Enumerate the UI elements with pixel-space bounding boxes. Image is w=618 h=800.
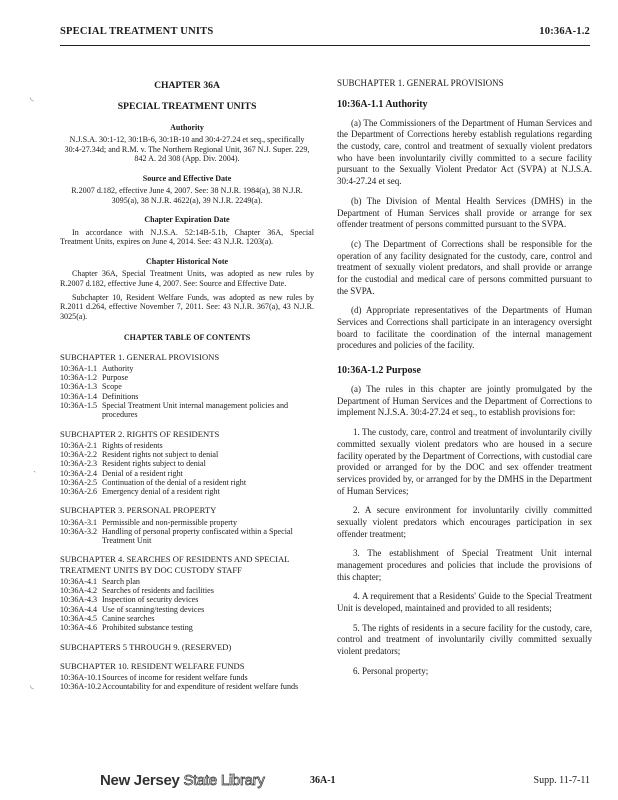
toc-section-title: Accountability for and expenditure of resident welfare funds [102,682,299,692]
toc-section-number: 10:36A-2.4 [60,468,98,478]
toc-entry [60,595,314,604]
running-header [60,26,590,40]
toc-section-title: Resident rights subject to denial [102,459,206,469]
history-paragraph: Subchapter 10, Resident Welfare Funds, was adopted as new rules by R.2011 d.264, effective November 7, 2011. See: 43 N.J.R. 367(a), 43 N.J.R. 3025(a). [60,292,314,321]
section-heading: 10:36A-1.2 Purpose [337,365,421,377]
toc-section-number: 10:36A-4.1 [60,576,98,586]
section-heading: 10:36A-1.1 Authority [337,98,428,110]
scan-mark: ◟ [30,680,34,691]
toc-section-number: 10:36A-3.2 [60,526,98,536]
scan-mark: ◟ [30,92,34,103]
toc-subchapter: SUBCHAPTERS 5 THROUGH 9. (RESERVED) [60,641,232,652]
right-column [337,78,592,686]
toc-section-title: Emergency denial of a resident right [102,487,220,497]
authority-heading: Authority [170,122,204,132]
list-paragraph: 5. The rights of residents in a secure facility for the custody, care, control and treatment of involuntarily civilly committed sexually violent predators; [337,622,592,657]
toc-section-title: Denial of a resident right [102,468,183,478]
toc-section-title: Definitions [102,391,139,401]
expiration-heading: Chapter Expiration Date [144,215,230,225]
toc-section-number: 10:36A-4.3 [60,595,98,605]
library-name-a: New Jersey [100,772,180,789]
left-column [60,78,314,691]
toc-section-number: 10:36A-4.4 [60,604,98,614]
toc-section-number: 10:36A-1.3 [60,382,98,392]
toc-section-title: Resident rights not subject to denial [102,449,219,459]
toc-entry [60,364,314,373]
toc-subchapter: SUBCHAPTER 4. SEARCHES OF RESIDENTS AND SPECIAL TREATMENT UNITS BY DOC CUSTODY STAFF [60,554,290,575]
history-heading: Chapter Historical Note [145,257,229,266]
toc-section-title: Special Treatment Unit internal management policies and procedures [102,400,289,420]
source-text: R.2007 d.182, effective June 4, 2007. See: 38 N.J.R. 1984(a), 38 N.J.R. 3095(a), 38 N.J.R. 4622(a), 39 N.J.R. 2249(a). [71,186,303,205]
toc-entry [60,469,314,478]
header-section: 10:36A-1.2 [539,26,590,37]
list-paragraph: 4. A requirement that a Residents' Guide to the Special Treatment Unit is developed, maintained and provided to all residents; [337,591,592,614]
source-heading: Source and Effective Date [142,173,232,183]
paragraph: (d) Appropriate representatives of the Departments of Human Services and Corrections shall participate in an interagency oversight board to facilitate the coordination of the internal management procedures and policies of the facility. [337,305,592,351]
list-paragraph: 2. A secure environment for involuntarily civilly committed sexually violent predators which encourages participation in sex offender treatment; [337,505,592,539]
toc-entry [60,605,314,614]
toc-section-number: 10:36A-1.1 [60,363,98,373]
toc-section-title: Authority [102,363,134,373]
toc-section-number: 10:36A-2.3 [60,459,98,469]
toc-section-title: Sources of income for resident welfare funds [102,672,248,682]
toc-heading: CHAPTER TABLE OF CONTENTS [123,333,251,343]
header-rule [60,45,590,46]
library-watermark [100,772,265,789]
toc-section-title: Search plan [102,576,140,586]
toc-section-number: 10:36A-2.1 [60,440,98,450]
expiration-text: In accordance with N.J.S.A. 52:14B-5.1b, Chapter 36A, Special Treatment Units, expires on June 4, 2014. See: 43 N.J.R. 1203(a). [60,227,314,247]
toc-section-number: 10:36A-3.1 [60,517,98,527]
toc-section-title: Inspection of security devices [102,595,199,605]
toc-entry [60,586,314,595]
toc-list [60,673,314,692]
toc-list [60,577,314,633]
toc-section-number: 10:36A-1.2 [60,373,98,383]
toc-subchapter: SUBCHAPTER 2. RIGHTS OF RESIDENTS [60,428,220,439]
paragraph: (c) The Department of Corrections shall be responsible for the operation of any facility designated for the custody, care, control and treatment of sexually violent predators, and shall provide or arrange for the custodial and medical care of persons committed pursuant to the SVPA. [337,238,592,296]
toc-section-title: Permissible and non-permissible property [102,517,238,527]
chapter-number: CHAPTER 36A [154,80,220,91]
supplement-date: Supp. 11-7-11 [533,775,590,786]
toc-section-number: 10:36A-10.1 [60,672,102,682]
toc-entry [60,459,314,468]
toc-entry [60,682,314,691]
toc-section-number: 10:36A-2.6 [60,487,98,497]
toc-section-number: 10:36A-4.6 [60,623,98,633]
toc-entry [60,623,314,632]
toc-section-title: Continuation of the denial of a resident right [102,477,247,487]
page-footer [0,772,618,794]
toc-subchapter: SUBCHAPTER 10. RESIDENT WELFARE FUNDS [60,660,245,671]
toc-list [60,441,314,497]
paragraph: (b) The Division of Mental Health Services (DMHS) in the Department of Human Services shall provide or arrange for sex offender treatment of persons committed pursuant to the SVPA. [337,195,592,230]
toc-section-title: Searches of residents and facilities [102,586,214,596]
toc-entry [60,392,314,401]
toc-subchapter: SUBCHAPTER 1. GENERAL PROVISIONS [60,351,220,362]
toc-section-title: Use of scanning/testing devices [102,604,205,614]
toc-entry [60,450,314,459]
history-paragraph: Chapter 36A, Special Treatment Units, was adopted as new rules by R.2007 d.182, effective June 4, 2007. See: Source and Effective Date. [60,269,314,288]
toc-entry [60,382,314,391]
toc-list [60,518,314,546]
toc-entry [60,518,314,527]
paragraph: (a) The rules in this chapter are jointly promulgated by the Department of Human Services and the Department of Corrections to implement N.J.S.A. 30:4-27.24 et seq., to establish provisions for: [337,384,592,418]
toc-entry [60,527,314,546]
list-paragraph: 6. Personal property; [353,665,429,676]
toc-entry [60,373,314,382]
toc-section-number: 10:36A-1.4 [60,391,98,401]
toc-section-title: Rights of residents [102,440,163,450]
toc-section-title: Canine searches [102,613,155,623]
toc-entry [60,401,314,420]
toc-section-number: 10:36A-2.2 [60,449,98,459]
list-paragraph: 1. The custody, care, control and treatment of involuntarily civilly committed sexually violent predators who are housed in a secure facility operated by the Department of Corrections, with custodial care provided or arranged for by the DOC and sex offender treatment services provided by, or arranged for by the DMHS in the Department of Human Services; [337,427,592,496]
list-paragraph: 3. The establishment of Special Treatment Unit internal management procedures and policies that include the provisions of this chapter; [337,548,592,582]
header-title: SPECIAL TREATMENT UNITS [60,26,214,37]
toc-section-title: Prohibited substance testing [102,623,193,633]
toc-entry [60,441,314,450]
toc-entry [60,614,314,623]
toc-section-number: 10:36A-1.5 [60,400,98,410]
scan-mark: ˎ [33,462,37,473]
paragraph: (a) The Commissioners of the Department of Human Services and the Department of Corrections hereby establish regulations regarding the custody, care, control and treatment of sexually violent predators who have been involuntarily civilly committed to a secure facility pursuant to the Sexually Violent Predator Act (SVPA) at N.J.S.A. 30:4-27.24 et seq. [337,117,592,187]
toc-list [60,364,314,420]
toc-entry [60,487,314,496]
toc-section-title: Scope [102,382,122,392]
subchapter-heading: SUBCHAPTER 1. GENERAL PROVISIONS [337,78,504,88]
toc-section-title: Handling of personal property confiscated within a Special Treatment Unit [102,526,293,546]
toc-section-number: 10:36A-4.5 [60,613,98,623]
toc-section-title: Purpose [102,373,129,383]
page-number: 36A-1 [310,775,336,786]
toc-entry [60,478,314,487]
toc-section-number: 10:36A-2.5 [60,477,98,487]
library-name-b: State Library [183,772,265,789]
toc-section-number: 10:36A-4.2 [60,586,98,596]
toc-subchapter: SUBCHAPTER 3. PERSONAL PROPERTY [60,505,217,516]
toc-entry [60,577,314,586]
chapter-title: SPECIAL TREATMENT UNITS [117,101,257,113]
authority-text: N.J.S.A. 30:1-12, 30:1B-6, 30:1B-10 and 30:4-27.24 et seq., specifically 30:4-27.34d; and R.M. v. The Northern Regional Unit, 367 N.J. Super. 229, 842 A. 2d 308 (App. Div. 2004). [64,135,310,164]
toc-entry [60,673,314,682]
toc-section-number: 10:36A-10.2 [60,682,102,692]
